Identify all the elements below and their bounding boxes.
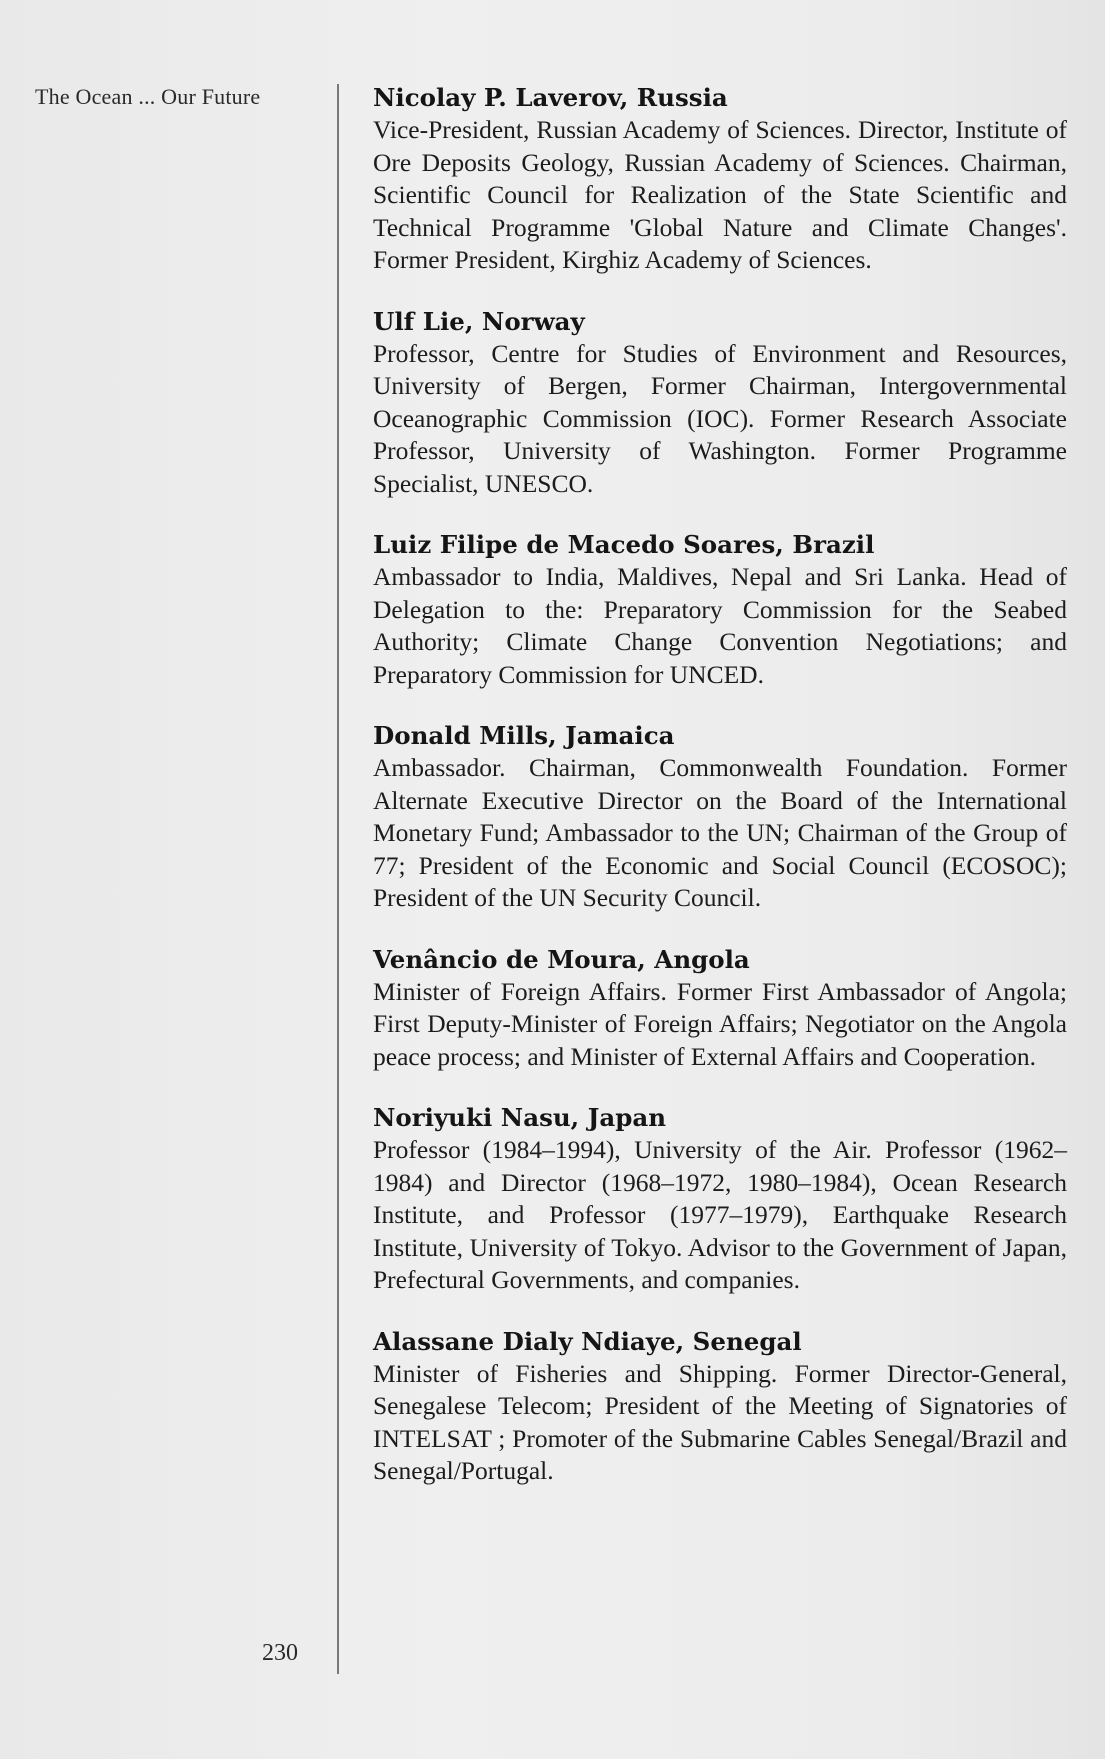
entry-name: Luiz Filipe de Macedo Soares, Brazil [373, 530, 875, 559]
entry-description: Professor, Centre for Studies of Environment and Resources, University of Bergen, Former Chairman, Intergovernmental Oceanographic Commission (IOC). Former Research Associate Professor, University of Washington. Former Programme Specialist, UNESCO. [373, 338, 1067, 498]
entry-name: Ulf Lie, Norway [373, 306, 585, 336]
entry-name: Donald Mills, Jamaica [373, 721, 675, 750]
entry-name: Alassane Dialy Ndiaye, Senegal [373, 1326, 802, 1356]
page-number: 230 [262, 1640, 298, 1666]
biography-entry [373, 720, 1067, 915]
biography-entry [373, 306, 1067, 501]
entry-name: Venâncio de Moura, Angola [373, 944, 750, 974]
biography-entry [373, 1326, 1067, 1488]
biography-list [373, 82, 1067, 1517]
biography-entry [373, 1102, 1067, 1297]
running-head: The Ocean ... Our Future [35, 84, 261, 109]
biography-entry [373, 82, 1067, 277]
entry-name: Noriyuki Nasu, Japan [373, 1103, 667, 1132]
biography-entry [373, 529, 1067, 691]
entry-name: Nicolay P. Laverov, Russia [373, 83, 728, 112]
entry-description: Minister of Foreign Affairs. Former First Ambassador of Angola; First Deputy-Minister of Foreign Affairs; Negotiator on the Angola peace process; and Minister of External Affairs and Cooperation. [373, 976, 1067, 1071]
entry-description: Ambassador. Chairman, Commonwealth Foundation. Former Alternate Executive Director on the Board of the International Monetary Fund; Ambassador to the UN; Chairman of the Group of 77; President of the Economic and Social Council (ECOSOC); President of the UN Security Council. [373, 753, 1067, 912]
entry-description: Professor (1984–1994), University of the Air. Professor (1962–1984) and Director (1968–1972, 1980–1984), Ocean Research Institute, and Professor (1977–1979), Earthquake Research Institute, University of Tokyo. Advisor to the Government of Japan, Prefectural Governments, and companies. [373, 1135, 1067, 1294]
entry-description: Vice-President, Russian Academy of Sciences. Director, Institute of Ore Deposits Geology, Russian Academy of Sciences. Chairman, Scientific Council for Realization of the State Scientific and Technical Programme 'Global Nature and Climate Changes'. Former President, Kirghiz Academy of Sciences. [373, 115, 1067, 274]
biography-entry [373, 944, 1067, 1074]
entry-description: Ambassador to India, Maldives, Nepal and Sri Lanka. Head of Delegation to the: Preparatory Commission for the Seabed Authority; Climate Change Convention Negotiations; and Preparatory Commission for UNCED. [373, 562, 1067, 689]
column-divider [337, 84, 339, 1674]
entry-description: Minister of Fisheries and Shipping. Former Director-General, Senegalese Telecom; President of the Meeting of Signatories of INTELSAT ; Promoter of the Submarine Cables Senegal/Brazil and Senegal/Portugal. [373, 1358, 1067, 1485]
